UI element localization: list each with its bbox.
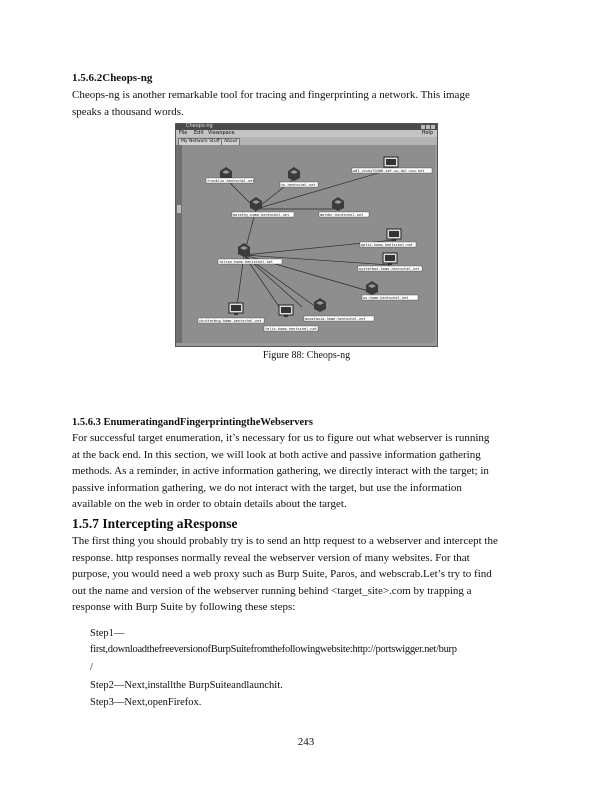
computer-icon — [366, 281, 378, 295]
enumerating-paragraph — [72, 430, 540, 513]
network-map — [182, 145, 435, 343]
cheops-line-2: speaks a thousand words. — [72, 105, 184, 118]
intercept-line: purpose, you would need a web proxy such as Burp Suite, Paros, and webscrab.Let’s try to find — [72, 568, 492, 580]
monitor-icon — [384, 157, 398, 169]
computer-icon — [250, 197, 262, 211]
enum-line: For successful target enumeration, it’s necessary for us to figure out what webserver is running — [72, 432, 490, 444]
monitor-icon — [387, 229, 401, 241]
section-heading-cheops: 1.5.6.2Cheops-ng — [72, 72, 153, 84]
node-label: oysterbox.home.hentschel.net — [359, 267, 420, 271]
enum-line: at the back end. In this section, we will look at both active and passive information gathering — [72, 448, 481, 461]
intercepting-paragraph — [72, 533, 540, 616]
monitor-icon — [279, 305, 293, 317]
tab-about: About — [221, 138, 240, 146]
window-tabs — [176, 137, 437, 145]
node-label: anastasia.home.hentschel.net — [305, 317, 366, 321]
monitor-icon — [229, 303, 243, 315]
computer-icon — [238, 243, 250, 257]
window-title: Cheops-ng — [186, 123, 213, 129]
window-controls — [421, 125, 435, 129]
monitor-icon — [383, 253, 397, 265]
menu-help: Help — [421, 130, 433, 136]
node-label: vu.hentschel.net — [281, 183, 316, 187]
node-label: franklin.hentschel.net — [207, 179, 255, 183]
cheops-line-1: Cheops-ng is another remarkable tool for tracing and fingerprinting a network. This image — [72, 89, 470, 101]
step2-text: Step2—Next,installthe BurpSuiteandlaunchit. — [90, 680, 283, 691]
menu-edit: Edit — [194, 130, 204, 136]
node-label: ox.home.hentschel.net — [363, 296, 409, 300]
intercept-line: out the name and version of the webserver running behind <target_site>.com by trapping a — [72, 584, 472, 597]
cheops-screenshot — [175, 123, 438, 347]
node-label: w01_vicky33408.sef-cu.dsl.cox.net — [353, 169, 425, 173]
cheops-paragraph — [72, 87, 540, 120]
computer-icon — [288, 167, 300, 181]
enum-line: methods. As a reminder, in active information gathering, we directly interact with the target; in — [72, 465, 489, 477]
intercept-line: The first thing you should probably try is to send an http request to a webserver and intercept the — [72, 535, 498, 547]
step3-text: Step3—Next,openFirefox. — [90, 697, 202, 708]
node-label: felix.home.hentschel.net — [265, 327, 317, 331]
step1-text: first,downloadthefreeversionofBurpSuitefromthefollowingwebsite:http://portswigger.net/burp — [90, 644, 457, 655]
computer-icon — [332, 197, 344, 211]
intercept-line: response. http responses normally reveal the webserver version of many websites. For that — [72, 551, 470, 564]
node-label: optic.home.hentschel.net — [361, 243, 413, 247]
section-heading-enumerating: 1.5.6.3 EnumeratingandFingerprintingtheWebservers — [72, 417, 313, 428]
node-label: morder.hentschel.net — [320, 213, 364, 217]
step1-text-continued: / — [90, 662, 93, 673]
menu-file: File — [179, 130, 188, 136]
window-menubar — [176, 130, 437, 137]
node-label: dorothy.home.hentschel.net — [233, 213, 290, 217]
enum-line: passive information gathering, we do not interact with the target, but use the information — [72, 481, 462, 494]
enum-line: available on the web in order to obtain details about the target. — [72, 498, 347, 510]
figure-caption: Figure 88: Cheops-ng — [262, 350, 351, 361]
page-number: 243 — [297, 736, 315, 748]
network-graph — [182, 145, 437, 345]
step1-label: Step1— — [90, 628, 125, 639]
computer-icon — [314, 298, 326, 312]
section-heading-intercepting: 1.5.7 Intercepting aResponse — [72, 516, 238, 531]
tab-my-network: My Network Stuff — [178, 138, 223, 146]
intercept-line: response with Burp Suite by following these steps: — [72, 601, 296, 613]
node-label: chutterbug.home.hentschel.net — [199, 319, 262, 323]
node-label: falcon.home.hentschel.net — [219, 260, 274, 264]
menu-viewspace: Viewspace — [208, 130, 235, 136]
